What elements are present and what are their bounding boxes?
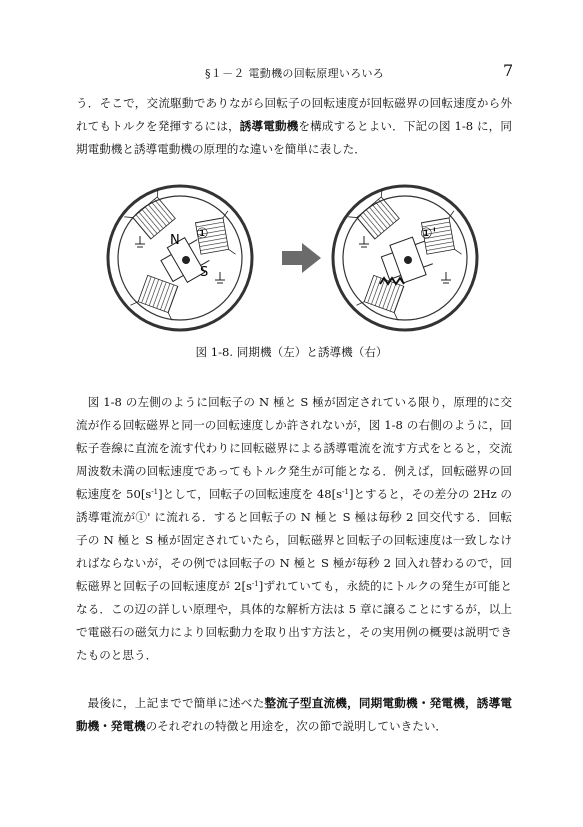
paragraph-explanation — [76, 391, 512, 667]
synchronous-machine-diagram — [108, 186, 252, 330]
page-number: 7 — [503, 61, 514, 80]
text-segment: う．そこで，交流駆動でありながら回転子の回転速度が回転磁界の回転速度から外れてもトルクを発揮するには， — [76, 96, 512, 133]
winding-label-left: ① — [196, 226, 209, 242]
winding-label-right: ①' — [420, 226, 437, 242]
emphasis-machine-types: 整流子型直流機，同期電動機・発電機，誘導電動機・発電機 — [76, 696, 512, 733]
figure-1-8 — [100, 184, 490, 332]
pole-s-label: S — [200, 265, 209, 280]
text-segment: ]として，回転子の回転速度を 48[s — [158, 487, 343, 501]
superscript: -1 — [342, 488, 349, 496]
text-segment: を構成するとよい．下記の図 1-8 に，同期電動機と誘導電動機の原理的な違いを簡単に表した． — [76, 119, 512, 156]
emphasis-induction-motor: 誘導電動機 — [239, 119, 299, 133]
paragraph-conclusion — [76, 692, 512, 738]
induction-machine-diagram — [333, 186, 477, 330]
figure-caption: 図 1-8. 同期機（左）と誘導機（右） — [195, 345, 388, 359]
superscript: -1 — [151, 488, 159, 496]
text-segment: 最後に，上記までで簡単に述べた — [87, 696, 265, 710]
text-segment: ]ずれていても，永続的にトルクの発生が可能となる．この辺の詳しい原理や，具体的な解析方法は 5 章に譲ることにするが，以上で電磁石の磁気力により回転動力を取り出す方法と，その実用例の概要は説明できたものと思う． — [76, 579, 512, 662]
arrow-right-icon — [282, 243, 321, 273]
text-segment: のそれぞれの特徴と用途を，次の節で説明していきたい． — [145, 719, 448, 733]
running-title: §１－２ 電動機の回転原理いろいろ — [205, 67, 385, 80]
text-segment: ]とすると，その差分の 2Hz の誘導電流が①' に流れる．すると回転子の N 極と S 極は毎秒 2 回交代する．回転子の N 極と S 極が固定されていたら，回転磁界と回転子の回転速度は一致しなければならないが，その例では回転子の N 極と S 極が毎秒 2 回入れ替わるので，回転磁界と回転子の回転速度が 2[s — [76, 487, 512, 593]
pole-n-label: N — [170, 233, 180, 248]
text-segment: 図 1-8 の左側のように回転子の N 極と S 極が固定されている限り，原理的に交流が作る回転磁界と同一の回転速度しか許されないが，図 1-8 の右側のように，回転子巻線に直流を流す代わりに回転磁界による誘導電流を流す方式をとると，交流周波数未満の回転速度であってもトルク発生が可能となる．例えば，回転磁界の回転速度を 50[s — [76, 395, 512, 501]
paragraph-intro — [76, 92, 512, 161]
superscript: -1 — [251, 580, 259, 588]
page-header — [0, 63, 583, 81]
